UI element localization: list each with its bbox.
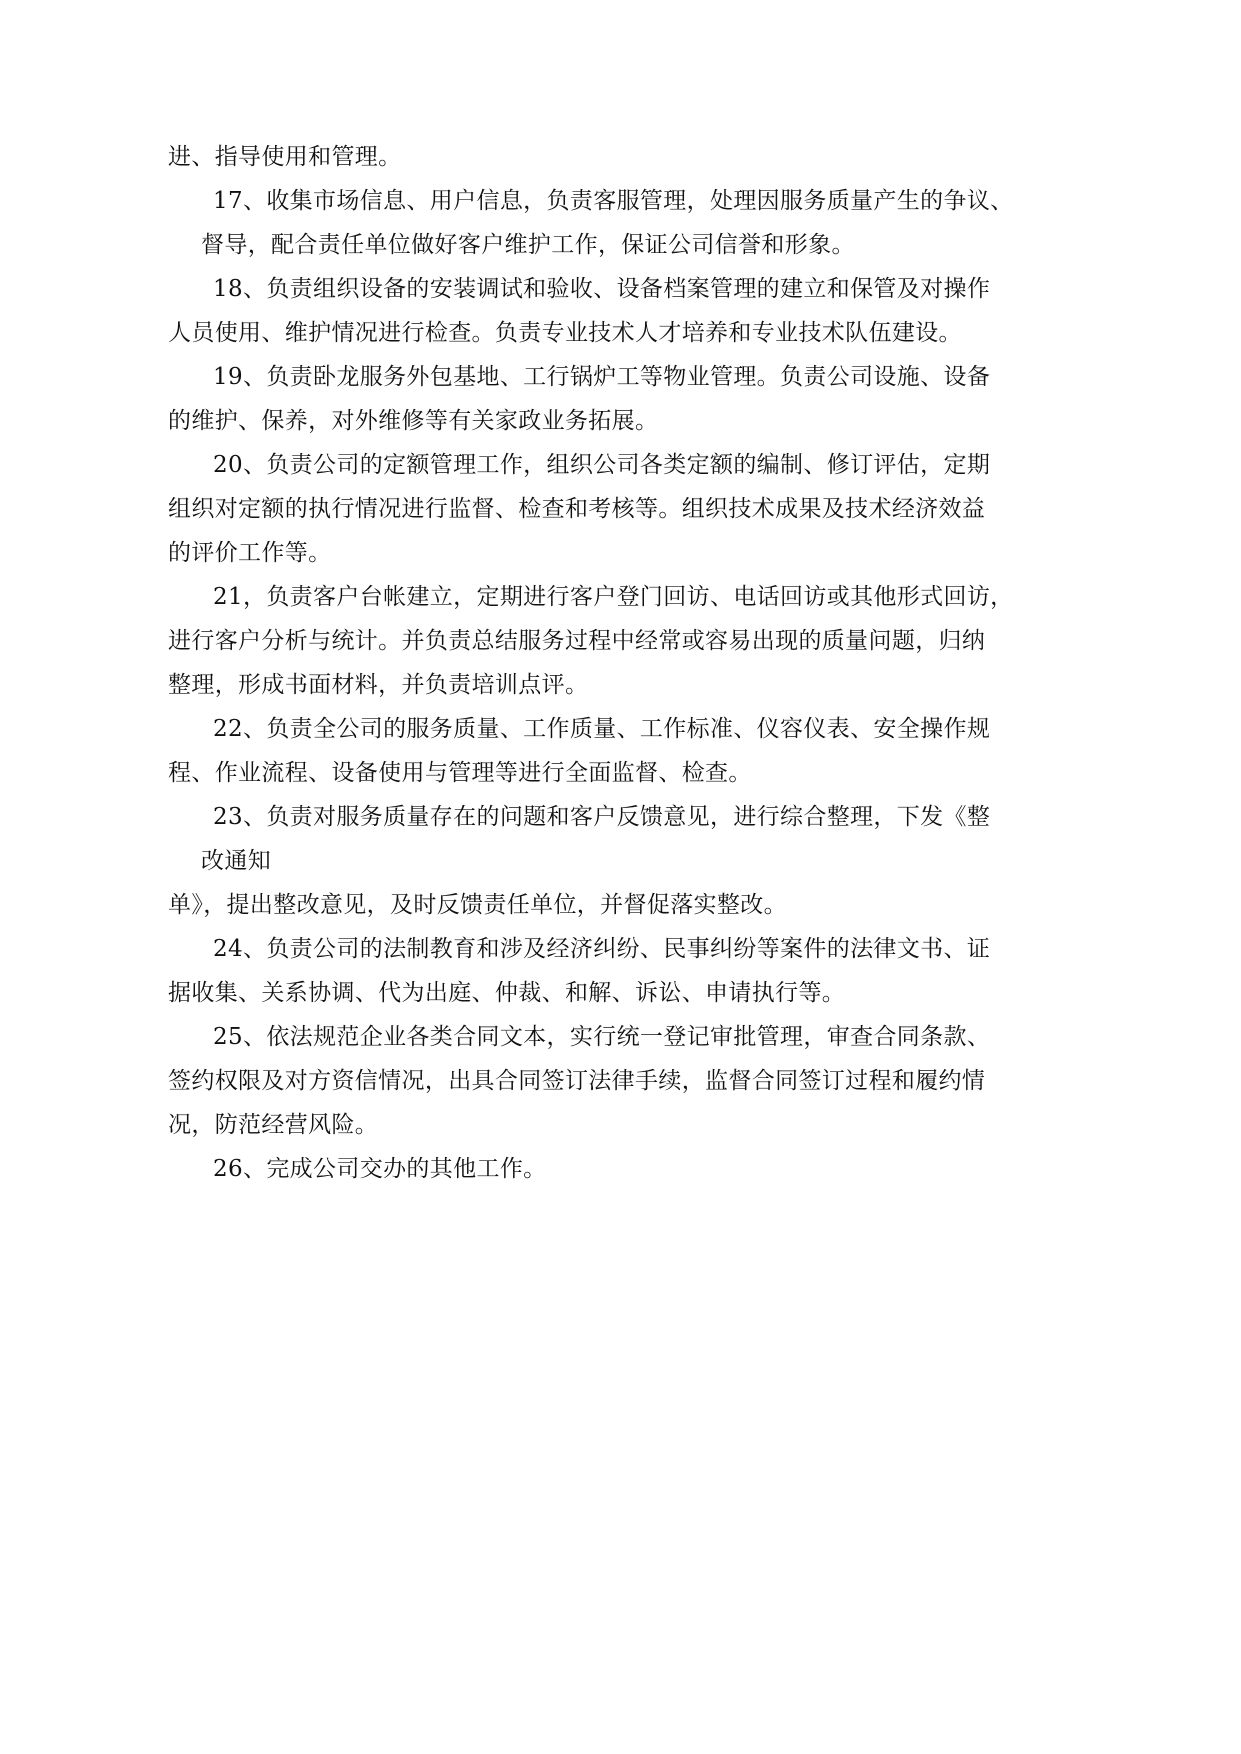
text-line: 19、负责卧龙服务外包基地、工行锅炉工等物业管理。负责公司设施、设备 [213,364,991,390]
text-line: 18、负责组织设备的安装调试和验收、设备档案管理的建立和保管及对操作 [213,276,991,302]
text-line: 签约权限及对方资信情况，出具合同签订法律手续，监督合同签订过程和履约情 [168,1068,986,1094]
text-line: 25、依法规范企业各类合同文本，实行统一登记审批管理，审查合同条款、 [213,1024,991,1050]
text-line: 进、指导使用和管理。 [168,144,402,170]
text-line: 组织对定额的执行情况进行监督、检查和考核等。组织技术成果及技术经济效益 [168,496,986,522]
text-line: 单》，提出整改意见，及时反馈责任单位，并督促落实整改。 [168,892,787,918]
text-line: 21，负责客户台帐建立，定期进行客户登门回访、电话回访或其他形式回访， [213,584,1014,610]
text-line: 的维护、保养，对外维修等有关家政业务拓展。 [168,408,659,434]
text-line: 整理，形成书面材料，并负责培训点评。 [168,672,589,698]
text-line: 26、完成公司交办的其他工作。 [213,1156,547,1182]
text-line: 督导，配合责任单位做好客户维护工作，保证公司信誉和形象。 [201,232,855,258]
text-line: 23、负责对服务质量存在的问题和客户反馈意见，进行综合整理，下发《整 [213,804,991,830]
text-line: 况，防范经营风险。 [168,1112,379,1138]
text-line: 24、负责公司的法制教育和涉及经济纠纷、民事纠纷等案件的法律文书、证 [213,936,991,962]
text-line: 改通知 [201,848,272,874]
text-line: 的评价工作等。 [168,540,332,566]
text-line: 17、收集市场信息、用户信息，负责客服管理，处理因服务质量产生的争议、 [213,188,1014,214]
text-line: 据收集、关系协调、代为出庭、仲裁、和解、诉讼、申请执行等。 [168,980,846,1006]
text-line: 程、作业流程、设备使用与管理等进行全面监督、检查。 [168,760,752,786]
text-line: 人员使用、维护情况进行检查。负责专业技术人才培养和专业技术队伍建设。 [168,320,962,346]
text-line: 进行客户分析与统计。并负责总结服务过程中经常或容易出现的质量问题，归纳 [168,628,986,654]
text-line: 20、负责公司的定额管理工作，组织公司各类定额的编制、修订评估，定期 [213,452,991,478]
text-line: 22、负责全公司的服务质量、工作质量、工作标准、仪容仪表、安全操作规 [213,716,991,742]
